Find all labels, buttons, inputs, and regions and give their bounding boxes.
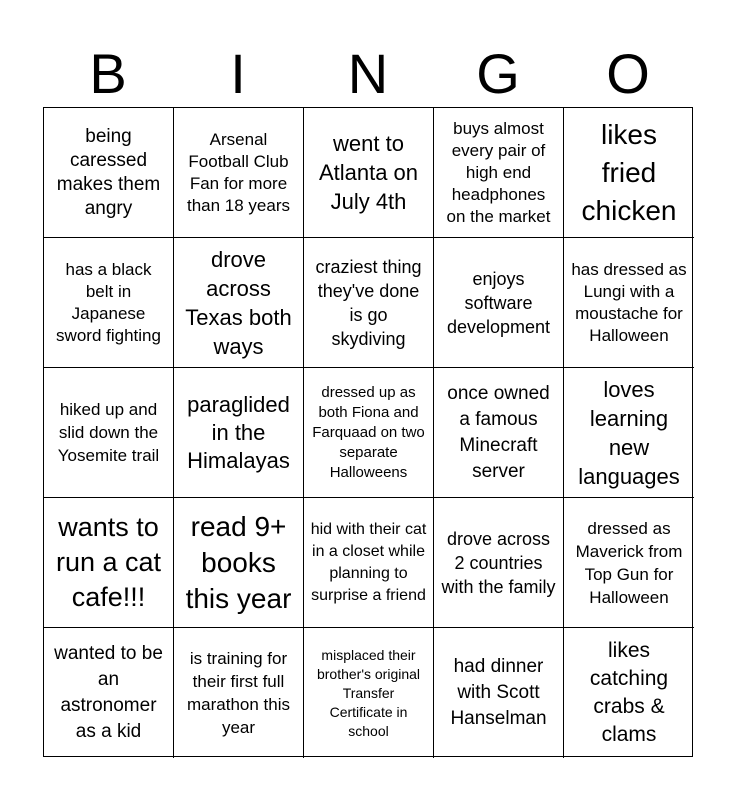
bingo-cell-text: dressed up as both Fiona and Farquaad on two separate Halloweens (312, 383, 425, 481)
header-letter-o: O (606, 42, 650, 105)
bingo-cell[interactable] (44, 238, 174, 368)
bingo-cell-text: likes catching crabs & clams (589, 639, 669, 746)
header-letter-g: G (476, 42, 520, 105)
bingo-grid (43, 107, 693, 757)
bingo-cell-text: hid with their cat in a closet while planning to surprise a friend (310, 520, 427, 604)
bingo-cell-text: read 9+ books this year (185, 510, 292, 614)
bingo-cell[interactable] (304, 628, 434, 758)
bingo-cell-text: likes fried chicken (581, 118, 677, 226)
bingo-cell-text: buys almost every pair of high end headphones on the market (446, 118, 551, 226)
bingo-cell-text: being caressed makes them angry (56, 125, 161, 219)
bingo-cell-text: enjoys software development (446, 268, 551, 337)
bingo-cell[interactable] (174, 238, 304, 368)
bingo-cell[interactable] (434, 368, 564, 498)
bingo-cell[interactable] (434, 498, 564, 628)
bingo-cell[interactable] (174, 368, 304, 498)
bingo-cell-text: wanted to be an astronomer as a kid (54, 643, 163, 742)
bingo-cell[interactable] (434, 628, 564, 758)
header-letter-b: B (89, 42, 127, 105)
bingo-cell[interactable] (44, 498, 174, 628)
bingo-cell-text: has dressed as Lungi with a moustache for Halloween (571, 259, 687, 345)
header-letter-i: I (230, 42, 246, 105)
bingo-cell-text: wants to run a cat cafe!!! (55, 512, 162, 612)
bingo-cell[interactable] (44, 108, 174, 238)
bingo-cell[interactable] (44, 628, 174, 758)
header-letter-n: N (347, 42, 389, 105)
bingo-cell-text: paraglided in the Himalayas (187, 391, 290, 473)
bingo-cell[interactable] (564, 108, 694, 238)
bingo-cell[interactable] (434, 108, 564, 238)
bingo-cell[interactable] (304, 108, 434, 238)
bingo-cell-text: drove across 2 countries with the family (441, 528, 556, 597)
bingo-cell[interactable] (434, 238, 564, 368)
bingo-cell[interactable] (564, 238, 694, 368)
bingo-cell[interactable] (44, 368, 174, 498)
bingo-header (43, 40, 693, 108)
bingo-cell-text: is training for their first full marathon this year (187, 649, 290, 737)
bingo-cell-text: loves learning new languages (578, 376, 680, 489)
bingo-cell-text: craziest thing they've done is go skydiving (315, 256, 422, 349)
bingo-cell-text: had dinner with Scott Hanselman (450, 656, 547, 729)
bingo-cell-text: misplaced their brother's original Transfer Certificate in school (316, 646, 421, 739)
bingo-cell[interactable] (174, 108, 304, 238)
bingo-cell[interactable] (304, 368, 434, 498)
bingo-cell-text: hiked up and slid down the Yosemite trail (57, 400, 160, 465)
bingo-cell[interactable] (564, 498, 694, 628)
bingo-cell[interactable] (174, 628, 304, 758)
bingo-cell[interactable] (564, 628, 694, 758)
bingo-cell[interactable] (174, 498, 304, 628)
bingo-cell-text: once owned a famous Minecraft server (447, 382, 550, 482)
bingo-cell[interactable] (564, 368, 694, 498)
bingo-cell-text: Arsenal Football Club Fan for more than 18 years (186, 129, 290, 215)
bingo-cell-text: drove across Texas both ways (185, 246, 292, 359)
bingo-cell-text: went to Atlanta on July 4th (318, 131, 419, 214)
bingo-cell-text: dressed as Maverick from Top Gun for Halloween (575, 518, 683, 607)
bingo-cell-text: has a black belt in Japanese sword fighting (56, 259, 161, 345)
bingo-cell[interactable] (304, 498, 434, 628)
bingo-cell[interactable] (304, 238, 434, 368)
